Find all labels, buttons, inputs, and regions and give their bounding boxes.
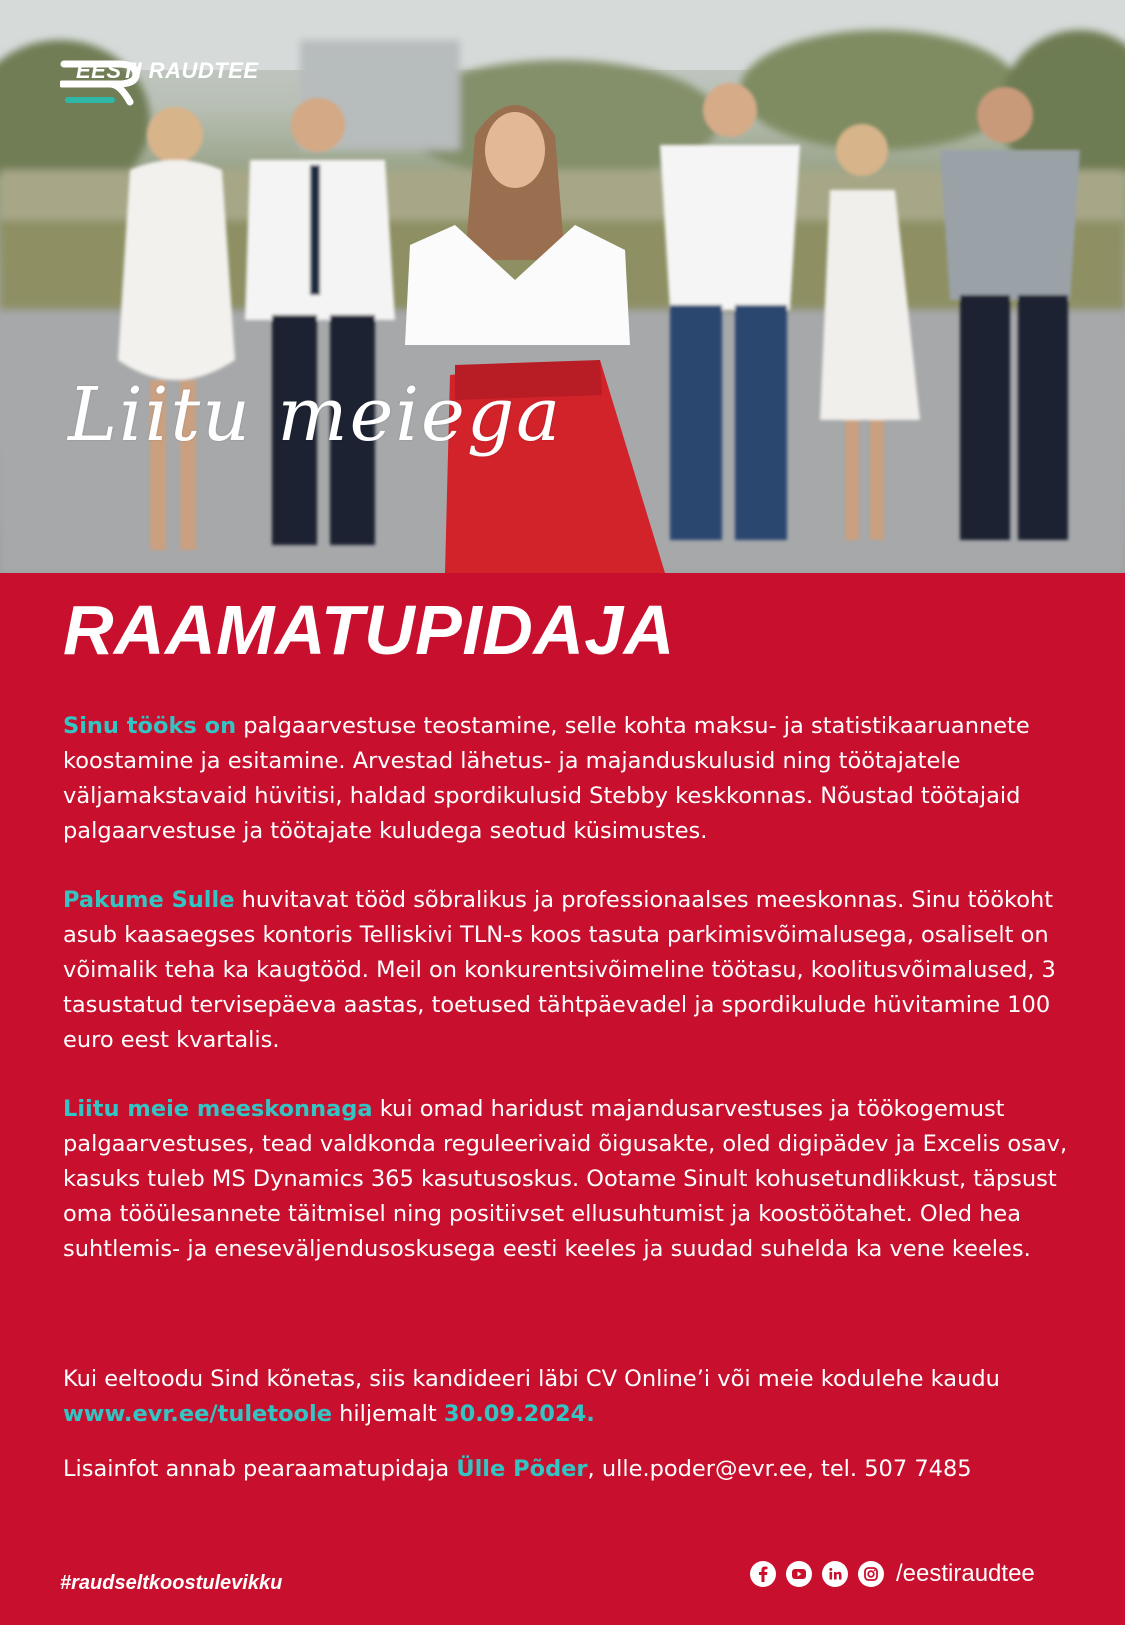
hashtag: #raudseltkoostulevikku <box>60 1572 283 1594</box>
duties-paragraph <box>63 709 1073 849</box>
job-ad-content <box>63 590 1073 1482</box>
duties-heading: Sinu tööks on <box>63 713 237 739</box>
offer-text: huvitavat tööd sõbralikus ja professionaalses meeskonnas. Sinu töökoht asub kaasaegses kontoris Telliskivi TLN-s koos tasuta parkimisvõimalusega, osaliselt on võimalik teha ka kaugtööd. Meil on konkurentsivõimeline töötasu, koolitusvõimalused, 3 tasustatud tervisepäeva aastas, toetused tähtpäevadel ja spordikulude hüvitamine 100 euro eest kvartalis. <box>63 887 1056 1053</box>
contact-name: Ülle Põder <box>456 1456 588 1482</box>
apply-link[interactable]: www.evr.ee/tuletoole <box>63 1401 332 1427</box>
instagram-icon[interactable] <box>858 1561 884 1587</box>
requirements-text: kui omad haridust majandusarvestuses ja töökogemust palgaarvestuses, tead valdkonda reguleerivaid õigusakte, oled digipädev ja Excelis osav, kasuks tuleb MS Dynamics 365 kasutusoskus. Ootame Sinult kohusetundlikkust, täpsust oma tööülesannete täitmisel ning positiivset ellusuhtumist ja koostöötahet. Oled hea suhtlemis- ja eneseväljendusoskusega eesti keeles ja suudad suhelda ka vene keeles. <box>63 1096 1068 1262</box>
deadline-date: 30.09.2024. <box>443 1401 595 1427</box>
contact-paragraph <box>63 1452 972 1487</box>
raudtee-logo-icon <box>60 58 140 106</box>
social-links <box>750 1560 1035 1588</box>
contact-details: , ulle.poder@evr.ee, tel. 507 7485 <box>587 1456 972 1482</box>
linkedin-icon[interactable] <box>822 1561 848 1587</box>
offer-heading: Pakume Sulle <box>63 887 235 913</box>
youtube-icon[interactable] <box>786 1561 812 1587</box>
eesti-raudtee-logo <box>60 58 259 84</box>
requirements-heading: Liitu meie meeskonnaga <box>63 1096 373 1122</box>
brand-name: EESTI RAUDTEE <box>76 58 259 83</box>
social-handle[interactable]: /eestiraudtee <box>896 1560 1035 1587</box>
deadline-prefix: hiljemalt <box>331 1401 444 1427</box>
hero-photo <box>0 0 1125 573</box>
offer-paragraph <box>63 883 1073 1058</box>
job-title: RAAMATUPIDAJA <box>63 591 675 669</box>
facebook-icon[interactable] <box>750 1561 776 1587</box>
contact-prefix: Lisainfot annab pearaamatupidaja <box>63 1456 457 1482</box>
apply-text: Kui eeltoodu Sind kõnetas, siis kandideeri läbi CV Online’i või meie kodulehe kaudu <box>63 1366 1000 1392</box>
duties-text: palgaarvestuse teostamine, selle kohta maksu- ja statistikaaruannete koostamine ja esitamine. Arvestad lähetus- ja majanduskulusid ning töötajatele väljamakstavaid hüvitisi, haldad spordikulusid Stebby keskkonnas. Nõustad töötajaid palgaarvestuse ja töötajate kuludega seotud küsimustes. <box>63 713 1030 844</box>
requirements-paragraph <box>63 1092 1073 1267</box>
team-photo-illustration <box>0 0 1125 573</box>
apply-paragraph <box>63 1362 1073 1432</box>
hero-script-text: Liitu meiega <box>68 372 563 458</box>
